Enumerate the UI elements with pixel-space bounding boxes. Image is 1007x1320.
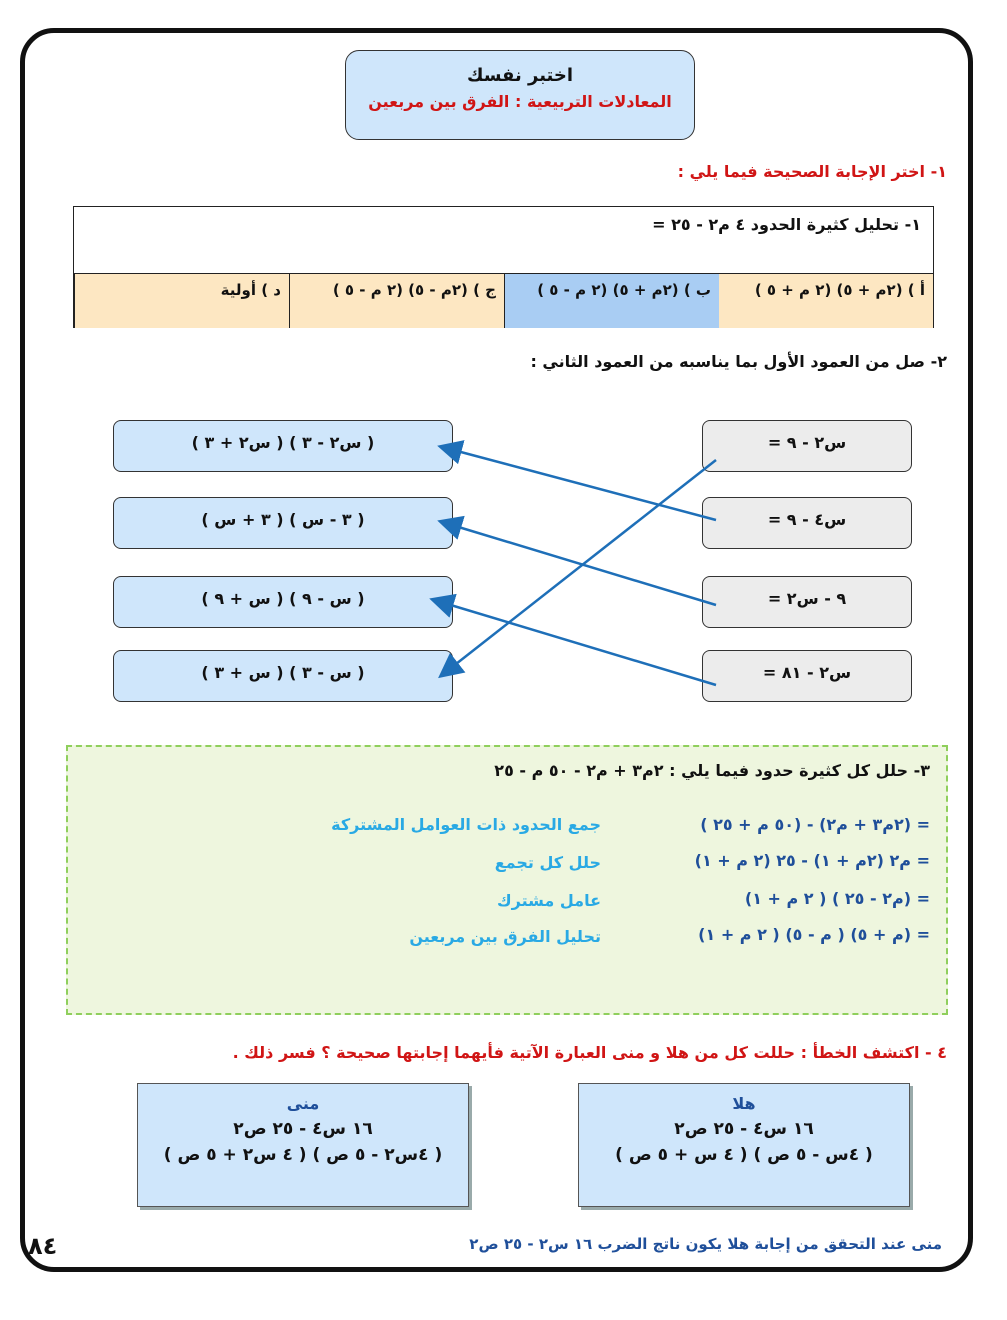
match-line-2: [442, 447, 716, 520]
match-left-1[interactable]: س٢ - ٩ =: [702, 420, 912, 472]
match-left-2[interactable]: س٤ - ٩ =: [702, 497, 912, 549]
q3-step-1: = (٢م٣ + م٢) - (٥٠ م + ٢٥ ): [700, 815, 930, 834]
q3-reason-3: عامل مشترك: [496, 891, 601, 910]
option-b-selected[interactable]: ب ) (٢م + ٥) (٢ م - ٥ ): [504, 274, 719, 328]
hala-answer: ( ٤س - ٥ ص ) ( ٤ س + ٥ ص ): [615, 1145, 873, 1165]
mona-box: [137, 1083, 469, 1207]
q3-heading: ٣- حلل كل كثيرة حدود فيما يلي : ٢م٣ + م٢ - ٥٠ م - ٢٥: [494, 761, 930, 780]
q2-heading: ٢- صل من العمود الأول بما يناسبه من العمود الثاني :: [530, 352, 947, 371]
q3-step-4: = (م + ٥) ( م - ٥) ( ٢ م + ١): [698, 925, 930, 944]
match-line-4: [434, 600, 716, 685]
option-c[interactable]: ج ) (٢م - ٥) (٢ م - ٥ ): [289, 274, 504, 328]
q3-box: [66, 745, 948, 1015]
mona-name: منى: [286, 1094, 320, 1113]
q3-reason-1: جمع الحدود ذات العوامل المشتركة: [331, 815, 601, 834]
match-line-3: [442, 522, 716, 605]
mona-answer: ( ٤س٢ - ٥ ص ) ( ٤ س٢ + ٥ ص ): [163, 1145, 443, 1165]
page-subtitle: المعادلات التربيعية : الفرق بين مربعين: [368, 92, 672, 111]
match-right-3[interactable]: ( س - ٩ ) ( س + ٩ ): [113, 576, 453, 628]
page-title: اختبر نفسك: [466, 65, 574, 86]
q3-reason-4: تحليل الفرق بين مربعين: [409, 927, 601, 946]
q4-heading: ٤ - اكتشف الخطأ : حللت كل من هلا و منى العبارة الآتية فأيهما إجابتها صحيحة ؟ فسر ذلك .: [232, 1043, 947, 1062]
hala-box: [578, 1083, 910, 1207]
page-number: ٨٤: [28, 1232, 58, 1260]
q3-step-2: = م٢ (٢م + ١) - ٢٥ (٢ م + ١): [694, 851, 930, 870]
q3-step-3: = (م٢ - ٢٥ ) ( ٢ م + ١): [744, 889, 930, 908]
q3-reason-2: حلل كل تجمع: [494, 853, 601, 872]
match-right-2[interactable]: ( ٣ - س ) ( ٣ + س ): [113, 497, 453, 549]
option-d[interactable]: د ) أولية: [74, 274, 289, 328]
match-right-1[interactable]: ( س٢ - ٣ ) ( س٢ + ٣ ): [113, 420, 453, 472]
option-a[interactable]: أ ) (٢م + ٥) (٢ م + ٥ ): [719, 274, 933, 328]
match-right-4[interactable]: ( س - ٣ ) ( س + ٣ ): [113, 650, 453, 702]
mcq-stem: ١- تحليل كثيرة الحدود ٤ م٢ - ٢٥ =: [652, 215, 921, 234]
mona-expr: ١٦ س٤ - ٢٥ ص٢: [233, 1119, 373, 1139]
match-left-4[interactable]: س٢ - ٨١ =: [702, 650, 912, 702]
q4-note: منى عند التحقق من إجابة هلا يكون ناتج الضرب ١٦ س٢ - ٢٥ ص٢: [469, 1235, 942, 1253]
hala-name: هلا: [732, 1094, 756, 1113]
hala-expr: ١٦ س٤ - ٢٥ ص٢: [674, 1119, 814, 1139]
match-left-3[interactable]: ٩ - س٢ =: [702, 576, 912, 628]
q1-heading: ١- اختر الإجابة الصحيحة فيما يلي :: [677, 162, 947, 181]
